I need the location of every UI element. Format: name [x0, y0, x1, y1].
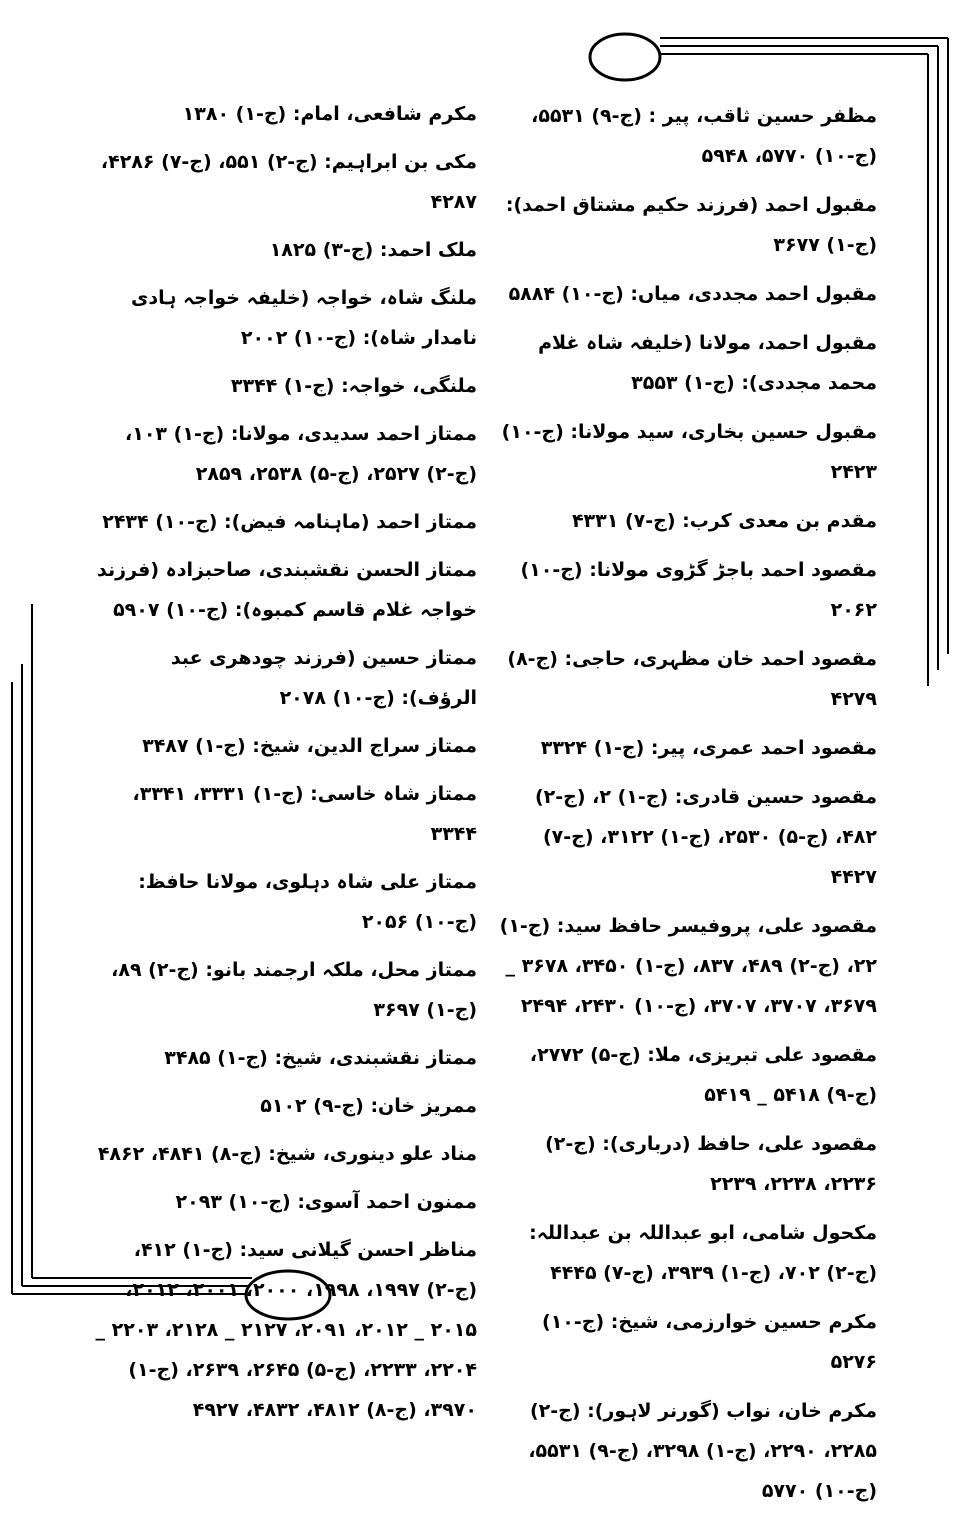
index-entry: مظفر حسین ثاقب، پیر : (ج-۹) ۵۵۳۱، (ج-۱۰) ۵۷۷۰، ۵۹۴۸ — [531, 105, 877, 167]
index-entry: ممتاز محل، ملکہ ارجمند بانو: (ج-۲) ۸۹، (ج-۱) ۳۶۹۷ — [111, 959, 477, 1021]
index-entry: مناد علو دینوری، شیخ: (ج-۸) ۴۸۴۱، ۴۸۶۲ — [97, 1143, 477, 1165]
index-entry: ملنگی، خواجہ: (ج-۱) ۳۳۴۴ — [230, 375, 477, 397]
index-entry: مناظر احسن گیلانی سید: (ج-۱) ۴۱۲، (ج-۲) ۱۹۹۷، ۱۹۹۸، ۲۰۰۰، ۲۰۰۱، ۲۰۱۲، ۲۰۱۵ _ ۲۰۱۲، ۲۰۹۱، ۲۱۲۷ _ ۲۱۲۸، ۲۲۰۳ _ ۲۲۰۴، ۲۲۳۳، (ج-۵) ۲۶۴۵، ۲۶۳۹، (ج-۱) ۳۹۷۰، (ج-۸) ۴۸۱۲، ۴۸۳۲، ۴۹۲۷ — [95, 1239, 477, 1421]
index-entry: مکحول شامی، ابو عبداللہ بن عبداللہ: (ج-۲) ۷۰۲، (ج-۱) ۳۹۳۹، (ج-۷) ۴۴۴۵ — [529, 1222, 877, 1284]
index-entry: مقصود علی تبریزی، ملا: (ج-۵) ۲۷۷۲، (ج-۹) ۵۴۱۸ _ ۵۴۱۹ — [529, 1044, 877, 1106]
index-entry: مقصود احمد خان مظہری، حاجی: (ج-۸) ۴۲۷۹ — [507, 648, 877, 710]
index-entry: مقصود احمد عمری، پیر: (ج-۱) ۳۳۲۴ — [540, 737, 877, 759]
index-entry: ممتاز نقشبندی، شیخ: (ج-۱) ۳۴۸۵ — [164, 1047, 477, 1069]
index-entry: ممریز خان: (ج-۹) ۵۱۰۲ — [260, 1095, 477, 1117]
right-column-entries — [492, 96, 877, 1520]
index-entry: ممتاز علی شاہ دہلوی، مولانا حافظ: (ج-۱۰) ۲۰۵۶ — [138, 871, 477, 933]
index-entry: ممتاز احمد (ماہنامہ فیض): (ج-۱۰) ۲۴۳۴ — [102, 511, 477, 533]
index-entry: ملک احمد: (ج-۳) ۱۸۲۵ — [269, 239, 477, 261]
index-entry: مقصود علی، پروفیسر حافظ سید: (ج-۱) ۲۲، (ج-۲) ۴۸۹، ۸۳۷، (ج-۱) ۳۴۵۰، ۳۶۷۸ _ ۳۶۷۹، ۳۷۰۷، ۳۷۰۷، (ج-۱۰) ۲۴۳۰، ۲۴۹۴ — [499, 915, 877, 1017]
index-entry: مقبول احمد مجددی، میاں: (ج-۱۰) ۵۸۸۴ — [508, 283, 877, 305]
index-entry: ملنگ شاہ، خواجہ (خلیفہ خواجہ ہادی نامدار شاہ): (ج-۱۰) ۲۰۰۲ — [131, 287, 477, 349]
index-entry: ممتاز احمد سدیدی، مولانا: (ج-۱) ۱۰۳، (ج-۲) ۲۵۲۷، (ج-۵) ۲۵۳۸، ۲۸۵۹ — [125, 423, 477, 485]
index-entry: مقبول احمد (فرزند حکیم مشتاق احمد): (ج-۱) ۳۶۷۷ — [505, 194, 877, 256]
index-entry: ممتاز شاہ خاسی: (ج-۱) ۳۳۳۱، ۳۳۴۱، ۳۳۴۴ — [132, 783, 477, 845]
index-entry: مکرم خان، نواب (گورنر لاہور): (ج-۲) ۲۲۸۵، ۲۲۹۰، (ج-۱) ۳۲۹۸، (ج-۹) ۵۵۳۱، (ج-۱۰) ۵۷۷۰ — [528, 1400, 877, 1502]
index-entry: مقدم بن معدی کرب: (ج-۷) ۴۳۳۱ — [571, 510, 877, 532]
index-entry: مقصود علی، حافظ (درباری): (ج-۲) ۲۲۳۶، ۲۲۳۸، ۲۲۳۹ — [545, 1133, 877, 1195]
left-column-entries — [92, 94, 477, 1438]
index-entry: مکرم حسین خوارزمی، شیخ: (ج-۱۰) ۵۲۷۶ — [542, 1311, 877, 1373]
index-entry: مقصود حسین قادری: (ج-۱) ۲، (ج-۲) ۴۸۲، (ج-۵) ۲۵۳۰، (ج-۱) ۳۱۲۲، (ج-۷) ۴۴۲۷ — [534, 786, 877, 888]
index-entry: ممنون احمد آسوی: (ج-۱۰) ۲۰۹۳ — [175, 1191, 477, 1213]
index-entry: ممتاز حسین (فرزند چودھری عبد الرؤف): (ج-۱۰) ۲۰۷۸ — [170, 647, 477, 709]
index-entry: مقصود احمد باجڑ گڑوی مولانا: (ج-۱۰) ۲۰۶۲ — [520, 559, 877, 621]
index-entry: مقبول احمد، مولانا (خلیفہ شاہ غلام محمد مجددی): (ج-۱) ۳۵۵۳ — [538, 332, 877, 394]
index-entry: ممتاز الحسن نقشبندی، صاحبزادہ (فرزند خواجہ غلام قاسم کمبوہ): (ج-۱۰) ۵۹۰۷ — [97, 559, 477, 621]
index-entry: مکی بن ابراہیم: (ج-۲) ۵۵۱، (ج-۷) ۴۲۸۶، ۴۲۸۷ — [100, 151, 477, 213]
index-entry: مکرم شافعی، امام: (ج-۱) ۱۳۸۰ — [182, 103, 477, 125]
top-oval-ornament — [590, 34, 660, 80]
index-entry: ممتاز سراج الدین، شیخ: (ج-۱) ۳۴۸۷ — [142, 735, 477, 757]
index-entry: مقبول حسین بخاری، سید مولانا: (ج-۱۰) ۲۴۲۳ — [501, 421, 877, 483]
